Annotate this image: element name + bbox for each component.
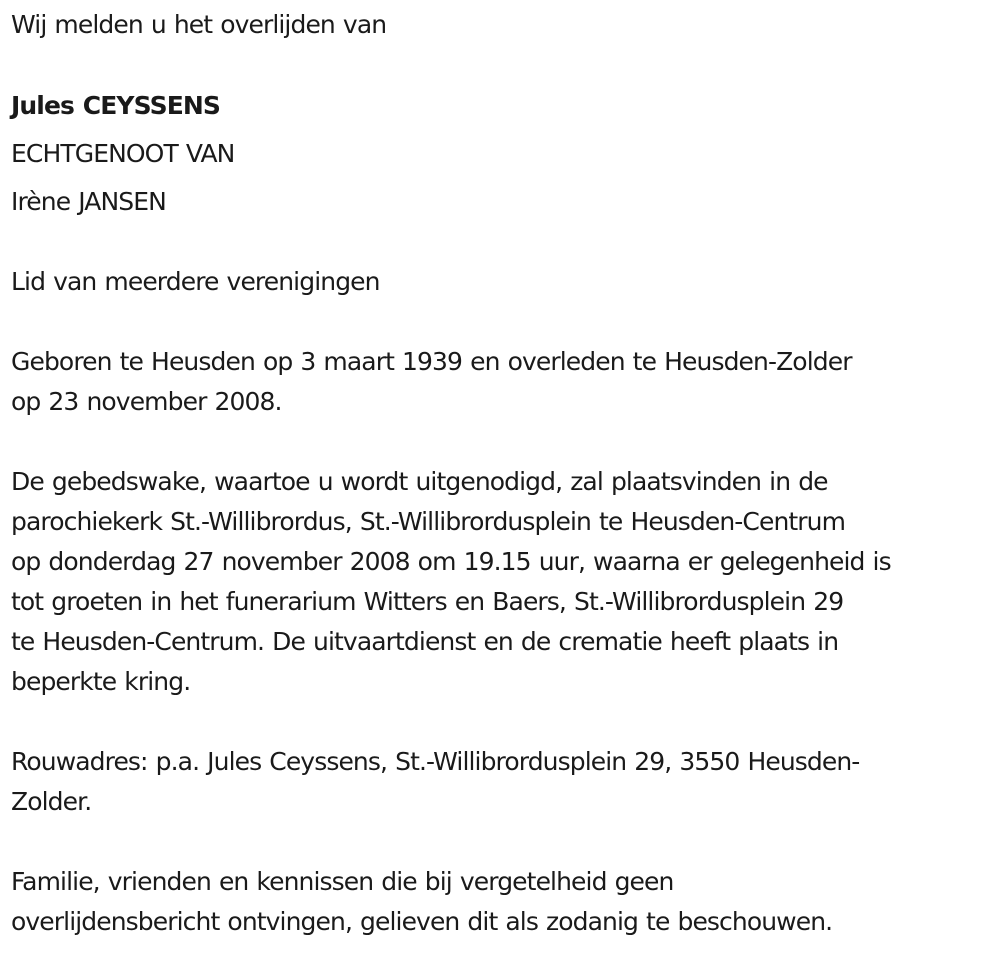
intro-text: Wij melden u het overlijden van	[11, 10, 387, 39]
deceased-name: Jules CEYSSENS	[11, 91, 221, 120]
closing-line-2: overlijdensbericht ontvingen, gelieven dit als zodanig te beschouwen.	[11, 907, 833, 936]
address-line-2: Zolder.	[11, 787, 92, 816]
membership-text: Lid van meerdere verenigingen	[11, 267, 380, 296]
service-line-6: beperkte kring.	[11, 667, 191, 696]
closing-line-1: Familie, vrienden en kennissen die bij vergetelheid geen	[11, 867, 674, 896]
address-line-1: Rouwadres: p.a. Jules Ceyssens, St.-Willibrordusplein 29, 3550 Heusden-	[11, 747, 860, 776]
birth-death-line-2: op 23 november 2008.	[11, 387, 282, 416]
spouse-label: ECHTGENOOT VAN	[11, 139, 235, 168]
service-line-5: te Heusden-Centrum. De uitvaartdienst en de crematie heeft plaats in	[11, 627, 839, 656]
service-line-1: De gebedswake, waartoe u wordt uitgenodigd, zal plaatsvinden in de	[11, 467, 828, 496]
spouse-name: Irène JANSEN	[11, 187, 166, 216]
service-line-4: tot groeten in het funerarium Witters en Baers, St.-Willibrordusplein 29	[11, 587, 844, 616]
birth-death-line-1: Geboren te Heusden op 3 maart 1939 en overleden te Heusden-Zolder	[11, 347, 852, 376]
service-line-2: parochiekerk St.-Willibrordus, St.-Willibrordusplein te Heusden-Centrum	[11, 507, 846, 536]
service-line-3: op donderdag 27 november 2008 om 19.15 uur, waarna er gelegenheid is	[11, 547, 891, 576]
